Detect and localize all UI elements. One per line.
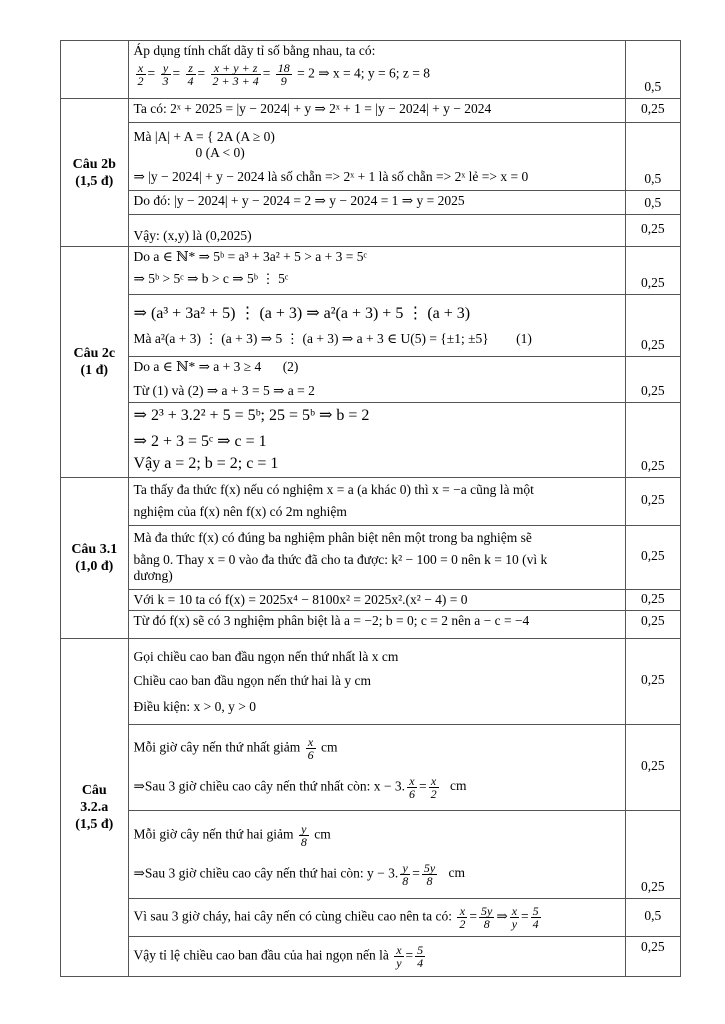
solution-text: nghiệm của f(x) nên f(x) có 2m nghiệm bbox=[133, 504, 347, 519]
solution-text: ⇒Sau 3 giờ chiều cao cây nến thứ hai còn: y − 3. $\frac{y}{8}$ = $\frac{5y}{8}$ cm bbox=[133, 860, 466, 888]
score-cell: 0,25 bbox=[625, 937, 680, 977]
table-row bbox=[61, 357, 681, 403]
table-row bbox=[61, 899, 681, 937]
solution-cell bbox=[128, 526, 625, 590]
table-row bbox=[61, 247, 681, 295]
solution-text: ⇒ |y − 2024| + y − 2024 là số chẵn => 2ˣ + 1 là số chẵn => 2ˣ lẻ => x = 0 bbox=[133, 169, 529, 184]
solution-text: Điều kiện: x > 0, y > 0 bbox=[133, 698, 256, 714]
score-cell: 0,25 bbox=[625, 526, 680, 590]
solution-text: Áp dụng tính chất dãy tỉ số bằng nhau, ta có: bbox=[133, 43, 376, 58]
solution-text: ⇒ 2³ + 3.2² + 5 = 5ᵇ; 25 = 5ᵇ ⇒ b = 2 bbox=[133, 407, 370, 424]
score-cell: 0,5 bbox=[625, 899, 680, 937]
table-row bbox=[61, 215, 681, 247]
table-row bbox=[61, 725, 681, 811]
table-row bbox=[61, 41, 681, 99]
score-cell: 0,25 bbox=[625, 295, 680, 357]
question-points: (1,5 đ) bbox=[75, 817, 114, 832]
solution-text: Mà |A| + A = { 2A (A ≥ 0) bbox=[133, 129, 275, 144]
solution-text: Mỗi giờ cây nến thứ hai giảm $\frac{y}{8}$ cm bbox=[133, 821, 331, 849]
solution-text: Gọi chiều cao ban đầu ngọn nến thứ nhất là x cm bbox=[133, 648, 399, 664]
solution-text: Vậy a = 2; b = 2; c = 1 bbox=[133, 455, 279, 472]
table-row bbox=[61, 937, 681, 977]
solution-text: dương) bbox=[133, 568, 173, 583]
table-row bbox=[61, 478, 681, 526]
score-cell: 0,25 bbox=[625, 99, 680, 123]
score-cell: 0,5 bbox=[625, 123, 680, 191]
solution-cell bbox=[128, 590, 625, 611]
question-label: Câu 2b bbox=[72, 156, 116, 172]
solution-text: ⇒ (a³ + 3a² + 5) ⋮ (a + 3) ⇒ a²(a + 3) + 5 ⋮ (a + 3) bbox=[133, 305, 471, 322]
solution-cell bbox=[128, 811, 625, 899]
solution-text: Từ đó f(x) sẽ có 3 nghiệm phân biệt là a = −2; b = 0; c = 2 nên a − c = −4 bbox=[133, 613, 530, 628]
solution-cell bbox=[128, 247, 625, 295]
question-label: Câu 3.1 bbox=[71, 542, 118, 557]
table-row bbox=[61, 590, 681, 611]
solution-text: Vậy tỉ lệ chiều cao ban đầu của hai ngọn nến là $\frac{x}{y}$ = $\frac{5}{4}$ bbox=[133, 943, 424, 970]
solution-text: Ta thấy đa thức f(x) nếu có nghiệm x = a (a khác 0) thì x = −a cũng là một bbox=[133, 482, 534, 497]
question-label-cell bbox=[61, 478, 129, 639]
solution-text: ⇒ 5ᵇ > 5ᶜ ⇒ b > c ⇒ 5ᵇ ⋮ 5ᶜ bbox=[133, 271, 289, 286]
solution-cell bbox=[128, 937, 625, 977]
score-cell: 0,25 bbox=[625, 611, 680, 639]
table-row bbox=[61, 123, 681, 191]
table-row bbox=[61, 611, 681, 639]
question-label-cell bbox=[61, 41, 129, 99]
solution-cell bbox=[128, 639, 625, 725]
score-cell: 0,5 bbox=[625, 191, 680, 215]
solution-text: ⇒Sau 3 giờ chiều cao cây nến thứ nhất còn: x − 3. $\frac{x}{6}$ = $\frac{x}{2}$ cm bbox=[133, 773, 467, 801]
solution-text: Với k = 10 ta có f(x) = 2025x⁴ − 8100x² = 2025x².(x² − 4) = 0 bbox=[133, 592, 468, 607]
solution-text: Vì sau 3 giờ cháy, hai cây nến có cùng chiều cao nên ta có: $\frac{x}{2}$ = $\frac{5y}{8}$ ⇒ $\frac{x}{y}$ = $\frac{5}{4}$ bbox=[133, 904, 539, 931]
table-row bbox=[61, 811, 681, 899]
solution-text: bằng 0. Thay x = 0 vào đa thức đã cho ta được: k² − 100 = 0 nên k = 10 (vì k bbox=[133, 552, 548, 567]
solution-cell bbox=[128, 357, 625, 403]
solution-text: Mà a²(a + 3) ⋮ (a + 3) ⇒ 5 ⋮ (a + 3) ⇒ a + 3 ∈ U(5) = {±1; ±5} (1) bbox=[133, 331, 532, 346]
table-row bbox=[61, 99, 681, 123]
solution-cell bbox=[128, 123, 625, 191]
solution-text: Mà đa thức f(x) có đúng ba nghiệm phân biệt nên một trong ba nghiệm sẽ bbox=[133, 530, 532, 545]
table-row bbox=[61, 295, 681, 357]
question-label: 3.2.a bbox=[80, 800, 109, 815]
question-label-cell bbox=[61, 99, 129, 247]
question-label: Câu bbox=[81, 783, 107, 798]
solution-cell bbox=[128, 41, 625, 99]
score-cell: 0,25 bbox=[625, 215, 680, 247]
solution-text: 0 (A < 0) bbox=[195, 145, 245, 160]
solution-cell bbox=[128, 215, 625, 247]
score-cell: 0,5 bbox=[625, 41, 680, 99]
solution-cell bbox=[128, 191, 625, 215]
solution-text: Do a ∈ ℕ* ⇒ a + 3 ≥ 4 (2) bbox=[133, 359, 299, 374]
score-cell: 0,25 bbox=[625, 478, 680, 526]
solution-text: Mỗi giờ cây nến thứ nhất giảm $\frac{x}{6}$ cm bbox=[133, 734, 338, 762]
score-cell: 0,25 bbox=[625, 403, 680, 478]
solution-cell bbox=[128, 611, 625, 639]
table-row bbox=[61, 639, 681, 725]
score-cell: 0,25 bbox=[625, 639, 680, 725]
score-cell: 0,25 bbox=[625, 725, 680, 811]
answer-table bbox=[60, 40, 681, 977]
score-cell: 0,25 bbox=[625, 357, 680, 403]
table-row bbox=[61, 191, 681, 215]
solution-text: Ta có: 2ˣ + 2025 = |y − 2024| + y ⇒ 2ˣ + 1 = |y − 2024| + y − 2024 bbox=[133, 101, 492, 116]
solution-text: Do đó: |y − 2024| + y − 2024 = 2 ⇒ y − 2024 = 1 ⇒ y = 2025 bbox=[133, 193, 465, 208]
solution-text: Từ (1) và (2) ⇒ a + 3 = 5 ⇒ a = 2 bbox=[133, 383, 315, 398]
question-points: (1,5 đ) bbox=[75, 173, 114, 189]
score-cell: 0,25 bbox=[625, 590, 680, 611]
equation: $\frac{x}{2}$ = $\frac{y}{3}$ = $\frac{z}{4}$ = $\frac{x + y + z}{2 + 3 + 4}$ = $\frac{18}{9}$ = 2 ⇒ x = 4; y = 6; z = 8 bbox=[137, 61, 430, 88]
solution-cell bbox=[128, 99, 625, 123]
solution-cell bbox=[128, 725, 625, 811]
solution-text: Do a ∈ ℕ* ⇒ 5ᵇ = a³ + 3a² + 5 > a + 3 = 5ᶜ bbox=[133, 249, 367, 264]
question-label-cell bbox=[61, 639, 129, 977]
question-points: (1 đ) bbox=[80, 363, 109, 378]
answer-key-page bbox=[60, 40, 681, 977]
table-row bbox=[61, 403, 681, 478]
question-label: Câu 2c bbox=[73, 346, 116, 361]
score-cell: 0,25 bbox=[625, 811, 680, 899]
solution-cell bbox=[128, 295, 625, 357]
score-cell: 0,25 bbox=[625, 247, 680, 295]
table-row bbox=[61, 526, 681, 590]
solution-text: Vậy: (x,y) là (0,2025) bbox=[133, 228, 252, 243]
solution-text: ⇒ 2 + 3 = 5ᶜ ⇒ c = 1 bbox=[133, 433, 267, 450]
question-points: (1,0 đ) bbox=[75, 559, 114, 574]
solution-cell bbox=[128, 478, 625, 526]
solution-text: Chiều cao ban đầu ngọn nến thứ hai là y cm bbox=[133, 672, 372, 688]
question-label-cell bbox=[61, 247, 129, 478]
solution-cell bbox=[128, 899, 625, 937]
solution-cell bbox=[128, 403, 625, 478]
